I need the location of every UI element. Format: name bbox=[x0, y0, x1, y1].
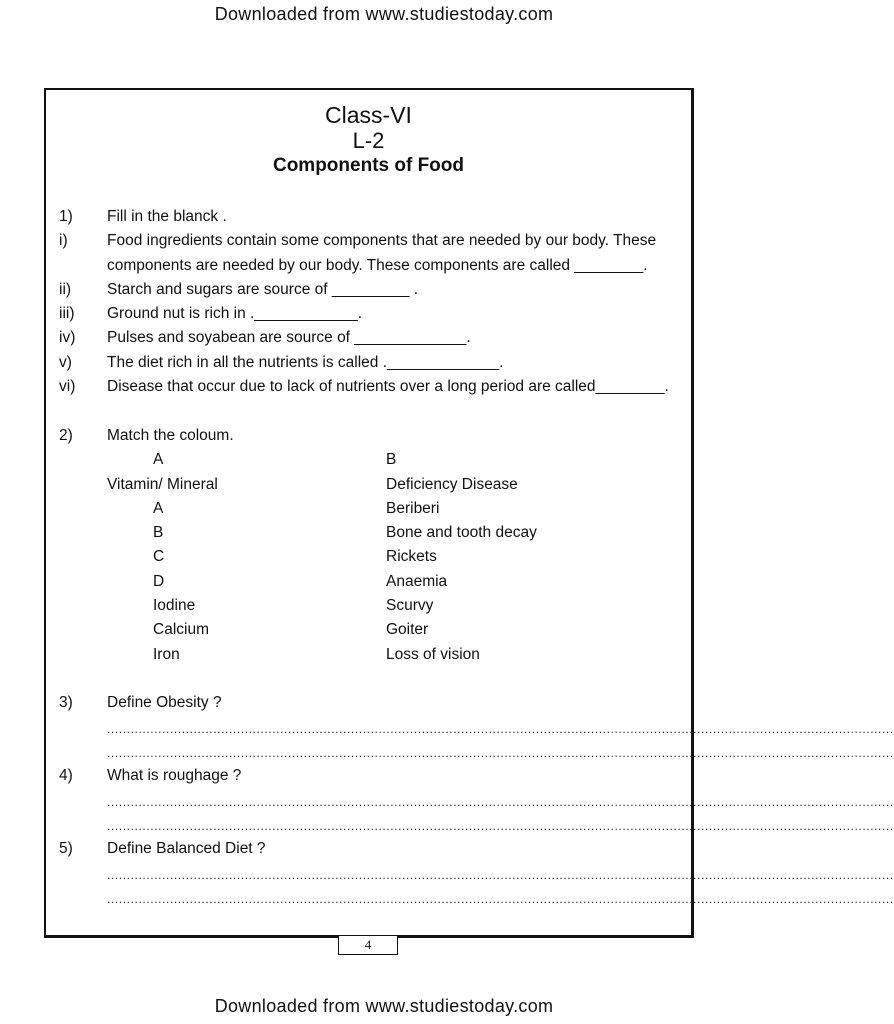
match-a: A bbox=[153, 500, 164, 517]
match-a: Iodine bbox=[153, 597, 196, 614]
match-a: C bbox=[153, 548, 165, 565]
match-b: Scurvy bbox=[386, 597, 434, 614]
item-text: components are needed by our body. These components are called ________. bbox=[107, 257, 648, 274]
question-number: 2) bbox=[59, 427, 73, 444]
watermark-bottom: Downloaded from www.studiestoday.com bbox=[214, 996, 554, 1016]
item-text: Pulses and soyabean are source of _____________. bbox=[107, 329, 471, 346]
watermark-top: Downloaded from www.studiestoday.com bbox=[214, 4, 554, 24]
match-a: B bbox=[153, 524, 164, 541]
answer-line: ........................................................................................................................................................................................................ bbox=[107, 722, 894, 736]
worksheet bbox=[44, 88, 894, 952]
question-text: Match the coloum. bbox=[107, 427, 234, 444]
column-b-head: B bbox=[386, 451, 397, 468]
item-number: v) bbox=[59, 354, 72, 371]
item-text: The diet rich in all the nutrients is called ._____________. bbox=[107, 354, 504, 371]
answer-line: ........................................................................................................................................................................................................ bbox=[107, 795, 894, 809]
question-text: Define Balanced Diet ? bbox=[107, 840, 266, 857]
column-b-subhead: Deficiency Disease bbox=[386, 476, 518, 493]
question-text: What is roughage ? bbox=[107, 767, 242, 784]
match-b: Anaemia bbox=[386, 573, 448, 590]
question-number: 4) bbox=[59, 767, 73, 784]
match-b: Rickets bbox=[386, 548, 437, 565]
column-a-head: A bbox=[153, 451, 164, 468]
item-text: Ground nut is rich in .____________. bbox=[107, 305, 363, 322]
match-b: Goiter bbox=[386, 621, 429, 638]
class-title: Class-VI bbox=[325, 102, 412, 128]
answer-line: ........................................................................................................................................................................................................ bbox=[107, 868, 894, 882]
match-b: Beriberi bbox=[386, 500, 440, 517]
match-a: Calcium bbox=[153, 621, 209, 638]
match-b: Loss of vision bbox=[386, 646, 480, 663]
item-number: ii) bbox=[59, 281, 72, 298]
column-a-subhead: Vitamin/ Mineral bbox=[107, 476, 218, 493]
answer-line: ........................................................................................................................................................................................................ bbox=[107, 892, 894, 906]
answer-line: ........................................................................................................................................................................................................ bbox=[107, 819, 894, 833]
item-text: Food ingredients contain some components that are needed by our body. These bbox=[107, 232, 657, 249]
item-text: Starch and sugars are source of _________ . bbox=[107, 281, 419, 298]
subject-title: Components of Food bbox=[272, 155, 465, 176]
item-number: iii) bbox=[59, 305, 75, 322]
question-number: 3) bbox=[59, 694, 73, 711]
question-number: 1) bbox=[59, 208, 73, 225]
page-number: 4 bbox=[338, 935, 398, 955]
question-text: Fill in the blanck . bbox=[107, 208, 227, 225]
item-text: Disease that occur due to lack of nutrients over a long period are called________. bbox=[107, 378, 669, 395]
question-text: Define Obesity ? bbox=[107, 694, 222, 711]
item-number: vi) bbox=[59, 378, 76, 395]
item-number: iv) bbox=[59, 329, 76, 346]
match-a: D bbox=[153, 573, 165, 590]
match-b: Bone and tooth decay bbox=[386, 524, 537, 541]
lesson-title: L-2 bbox=[352, 128, 385, 153]
answer-line: ........................................................................................................................................................................................................ bbox=[107, 746, 894, 760]
match-a: Iron bbox=[153, 646, 180, 663]
item-number: i) bbox=[59, 232, 68, 249]
question-number: 5) bbox=[59, 840, 73, 857]
